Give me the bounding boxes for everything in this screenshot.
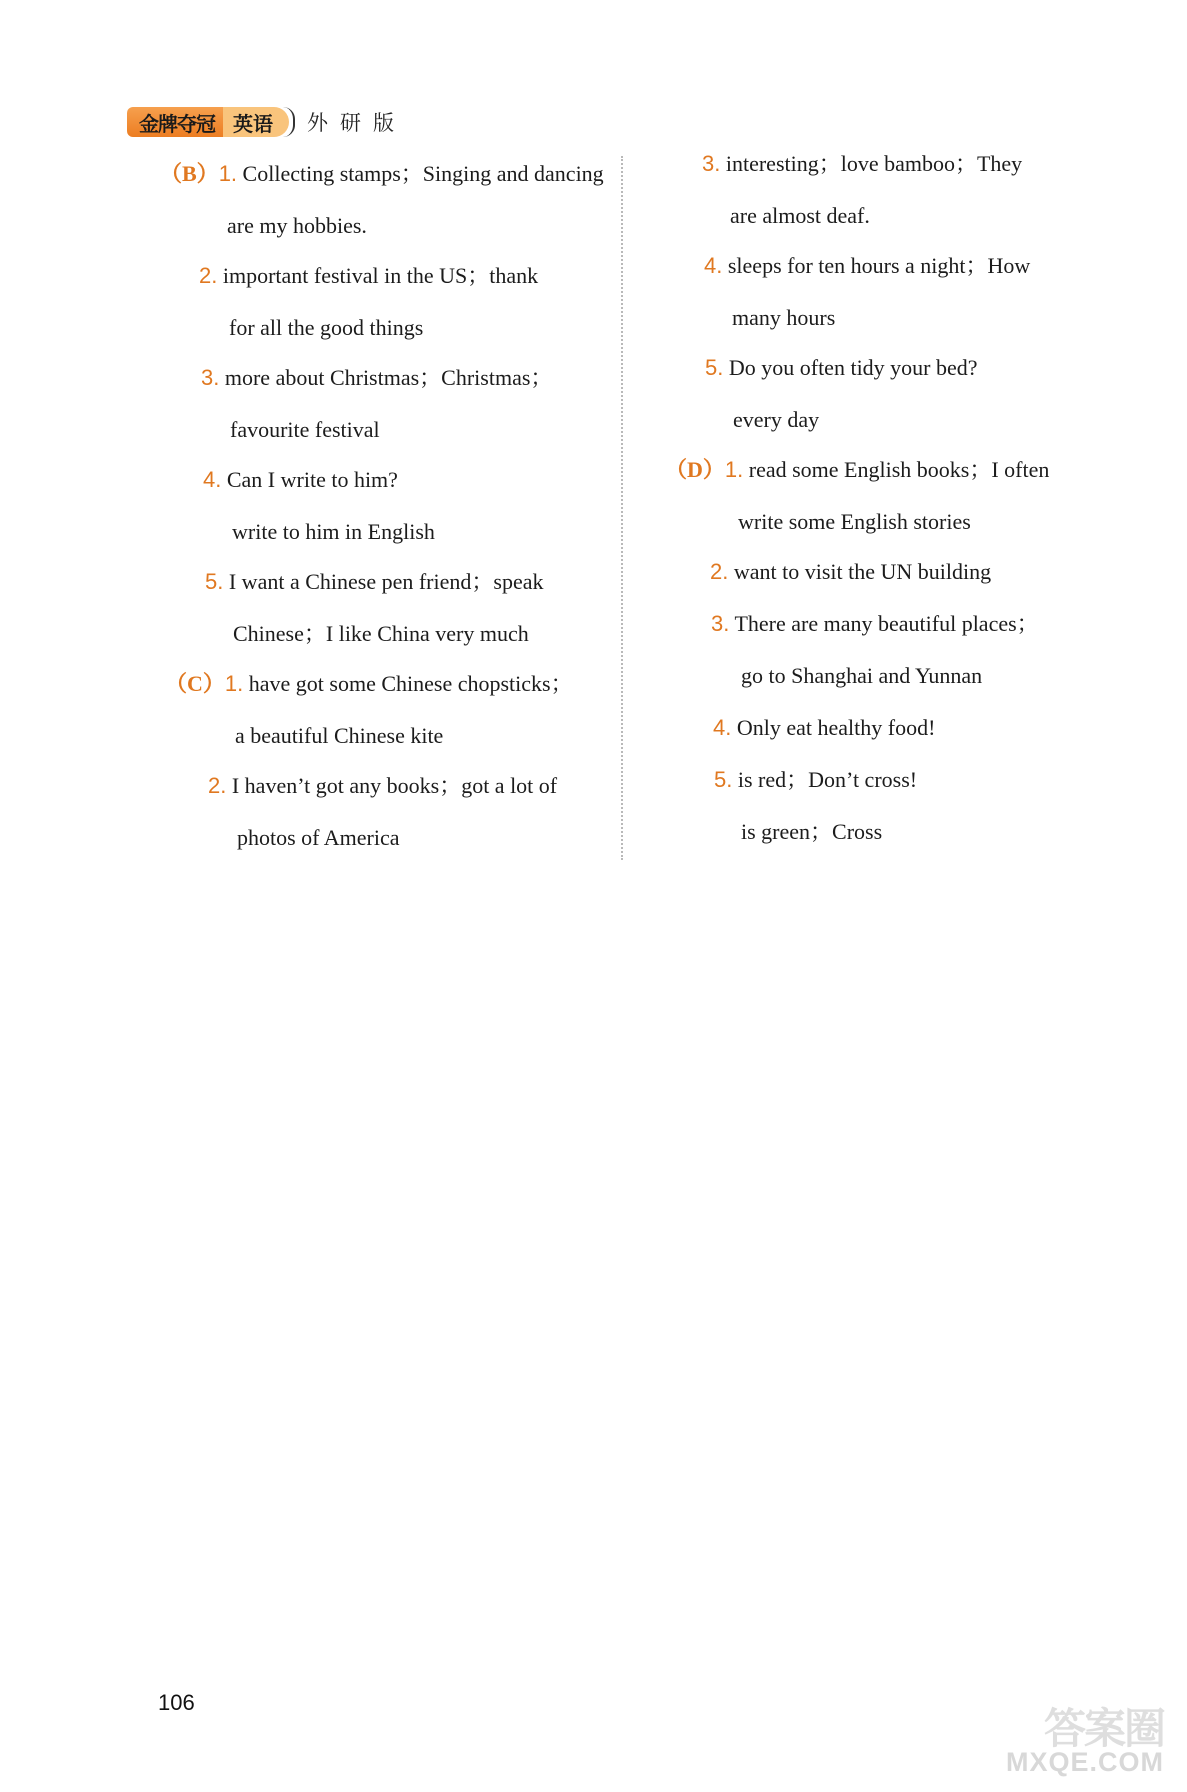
answer-text: go to Shanghai and Yunnan — [741, 663, 983, 688]
item-number: 2. — [710, 559, 729, 584]
item-number: 2. — [208, 773, 227, 798]
answer-line — [205, 568, 543, 596]
item-number: 4. — [203, 467, 222, 492]
answer-text: want to visit the UN building — [733, 559, 992, 584]
page-number: 106 — [158, 1690, 195, 1715]
answer-text: is green；Cross — [741, 819, 883, 844]
answer-line — [702, 150, 1022, 178]
answer-text: I haven’t got any books；got a lot of — [231, 773, 558, 798]
answer-line — [733, 406, 819, 434]
answer-text: photos of America — [237, 825, 400, 850]
answer-line — [199, 262, 538, 290]
book-badge — [127, 107, 289, 137]
page-header — [127, 105, 406, 139]
answer-line — [160, 160, 604, 188]
item-number: 4. — [713, 715, 732, 740]
answer-line — [738, 508, 971, 536]
answer-text: for all the good things — [229, 315, 424, 340]
answer-line — [730, 202, 870, 230]
answer-text: Only eat healthy food! — [736, 715, 936, 740]
answer-text: There are many beautiful places； — [734, 611, 1039, 636]
answer-line — [230, 416, 380, 444]
answer-text: are my hobbies. — [227, 213, 367, 238]
item-number: 5. — [705, 355, 724, 380]
answer-line — [714, 766, 917, 794]
answer-line — [201, 364, 552, 392]
answer-text: more about Christmas；Christmas； — [224, 365, 553, 390]
answer-text: Chinese；I like China very much — [233, 621, 529, 646]
answer-text: many hours — [732, 305, 836, 330]
answer-text: interesting；love bamboo；They — [725, 151, 1023, 176]
answer-text: write some English stories — [738, 509, 971, 534]
section-label: （D） — [665, 457, 725, 482]
answer-line — [237, 824, 400, 852]
answer-line — [665, 456, 1049, 484]
brand-label: 金牌夺冠 — [127, 107, 223, 137]
item-number: 5. — [714, 767, 733, 792]
answer-line — [227, 212, 367, 240]
item-number: 2. — [199, 263, 218, 288]
answer-line — [704, 252, 1030, 280]
answer-line — [710, 558, 991, 586]
answer-line — [229, 314, 423, 342]
answer-text: a beautiful Chinese kite — [235, 723, 444, 748]
answer-text: have got some Chinese chopsticks； — [248, 671, 573, 696]
answer-line — [713, 714, 935, 742]
answer-line — [741, 662, 982, 690]
watermark — [1005, 1692, 1178, 1784]
subject-label: 英语 — [223, 107, 289, 137]
section-label: （B） — [160, 161, 219, 186]
item-number: 1. — [724, 457, 744, 482]
answer-text: are almost deaf. — [730, 203, 870, 228]
answer-text: favourite festival — [230, 417, 380, 442]
column-divider — [621, 156, 623, 860]
answer-line — [165, 670, 573, 698]
item-number: 1. — [218, 161, 238, 186]
answer-text: important festival in the US；thank — [222, 263, 539, 288]
watermark-logo: 答案圈 — [1043, 1704, 1164, 1753]
item-number: 3. — [711, 611, 730, 636]
section-label: （C） — [165, 671, 225, 696]
answer-text: sleeps for ten hours a night；How — [727, 253, 1031, 278]
answer-text: Can I write to him? — [226, 467, 398, 492]
edition-label: 外研版 — [307, 111, 406, 135]
answer-text: Do you often tidy your bed? — [728, 355, 978, 380]
item-number: 4. — [704, 253, 723, 278]
answer-text: every day — [733, 407, 820, 432]
answer-line — [732, 304, 835, 332]
badge-bracket — [283, 107, 295, 137]
answer-line — [203, 466, 398, 494]
item-number: 3. — [201, 365, 220, 390]
answer-text: Collecting stamps；Singing and dancing — [242, 161, 604, 186]
answer-line — [232, 518, 435, 546]
item-number: 5. — [205, 569, 224, 594]
answer-line — [208, 772, 557, 800]
answer-line — [741, 818, 882, 846]
answer-text: I want a Chinese pen friend；speak — [228, 569, 544, 594]
answer-line — [235, 722, 443, 750]
item-number: 3. — [702, 151, 721, 176]
answer-line — [233, 620, 529, 648]
answer-line — [705, 354, 978, 382]
answer-line — [711, 610, 1039, 638]
watermark-site: MXQE.COM — [1005, 1747, 1164, 1777]
answer-text: is red；Don’t cross! — [737, 767, 918, 792]
answer-text: write to him in English — [232, 519, 435, 544]
answer-text: read some English books；I often — [748, 457, 1050, 482]
item-number: 1. — [224, 671, 244, 696]
